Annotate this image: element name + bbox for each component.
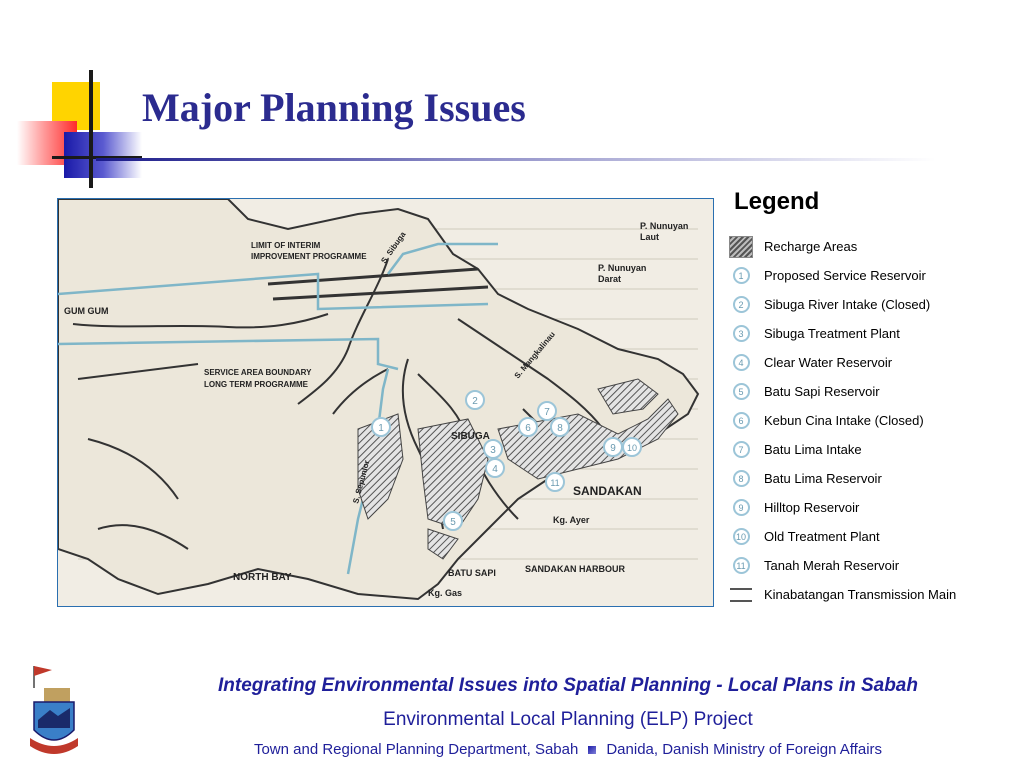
transmission-line-icon (728, 584, 754, 606)
decorative-blue-gradient (64, 132, 142, 178)
separator-square-icon (588, 746, 596, 754)
decorative-vertical-line (89, 70, 93, 188)
label-limit-interim: LIMIT OF INTERIM (251, 241, 321, 250)
marker-9 (604, 438, 622, 456)
svg-text:4: 4 (492, 464, 498, 475)
numbered-marker-icon: 11 (728, 555, 754, 577)
legend-item (728, 522, 1018, 551)
legend-label: Proposed Service Reservoir (764, 268, 926, 283)
numbered-marker-icon: 8 (728, 468, 754, 490)
svg-text:5: 5 (450, 517, 456, 528)
legend-item (728, 377, 1018, 406)
svg-text:1: 1 (378, 423, 384, 434)
legend-label: Batu Lima Reservoir (764, 471, 882, 486)
numbered-marker-icon: 1 (728, 265, 754, 287)
marker-4 (486, 459, 504, 477)
legend-label: Batu Sapi Reservoir (764, 384, 880, 399)
svg-text:10: 10 (626, 443, 638, 453)
legend-item (728, 348, 1018, 377)
numbered-marker-icon: 5 (728, 381, 754, 403)
marker-5 (444, 512, 462, 530)
numbered-marker-icon: 6 (728, 410, 754, 432)
marker-2 (466, 391, 484, 409)
label-north-bay: NORTH BAY (233, 572, 292, 583)
legend-label: Sibuga River Intake (Closed) (764, 297, 931, 312)
sabah-crest-logo (28, 658, 80, 766)
legend-label: Batu Lima Intake (764, 442, 862, 457)
marker-11 (546, 473, 564, 491)
legend-list (728, 232, 1018, 609)
label-kg-ayer: Kg. Ayer (553, 515, 590, 525)
footer-credit-right: Danida, Danish Ministry of Foreign Affairs (606, 741, 883, 758)
svg-text:11: 11 (550, 478, 560, 488)
label-kg-gas: Kg. Gas (428, 588, 463, 598)
legend-item (728, 319, 1018, 348)
label-batu-sapi: BATU SAPI (448, 568, 496, 578)
label-sandakan-harbour: SANDAKAN HARBOUR (525, 564, 625, 574)
planning-map (57, 198, 714, 607)
legend-label: Recharge Areas (764, 239, 858, 254)
label-sandakan: SANDAKAN (573, 484, 642, 498)
legend-item (728, 290, 1018, 319)
numbered-marker-icon: 7 (728, 439, 754, 461)
legend-label: Old Treatment Plant (764, 529, 880, 544)
label-darat: Darat (598, 274, 622, 284)
legend-title: Legend (734, 188, 820, 215)
label-improvement-programme: IMPROVEMENT PROGRAMME (251, 252, 367, 261)
legend-label: Tanah Merah Reservoir (764, 558, 900, 573)
hatch-pattern-icon (728, 236, 754, 258)
legend-label: Hilltop Reservoir (764, 500, 860, 515)
legend-label: Clear Water Reservoir (764, 355, 893, 370)
marker-8 (551, 418, 569, 436)
legend-label: Kebun Cina Intake (Closed) (764, 413, 924, 428)
title-underline (96, 158, 936, 161)
slide-title: Major Planning Issues (142, 85, 526, 130)
legend-item (728, 261, 1018, 290)
legend-item (728, 580, 1018, 609)
legend-item (728, 406, 1018, 435)
legend-item (728, 551, 1018, 580)
svg-text:2: 2 (472, 396, 478, 407)
marker-10 (623, 438, 641, 456)
numbered-marker-icon: 4 (728, 352, 754, 374)
svg-text:8: 8 (557, 423, 563, 434)
numbered-marker-icon: 10 (728, 526, 754, 548)
legend-item (728, 435, 1018, 464)
svg-text:9: 9 (610, 443, 616, 454)
svg-text:7: 7 (544, 407, 550, 418)
marker-7 (538, 402, 556, 420)
numbered-marker-icon: 3 (728, 323, 754, 345)
label-laut: Laut (640, 232, 659, 242)
label-gum-gum: GUM GUM (64, 306, 109, 316)
label-s-mangkalinau: S. Mangkalinau (512, 329, 557, 381)
footer-credits (120, 741, 1016, 758)
label-p-nunuyan-darat: P. Nunuyan (598, 263, 647, 273)
svg-text:6: 6 (525, 423, 531, 434)
footer-project: Environmental Local Planning (ELP) Project (383, 709, 753, 730)
numbered-marker-icon: 9 (728, 497, 754, 519)
footer-credit-left: Town and Regional Planning Department, Sabah (253, 741, 579, 758)
marker-3 (484, 440, 502, 458)
label-p-nunuyan-laut: P. Nunuyan (640, 221, 689, 231)
marker-1 (372, 418, 390, 436)
map-drawing (58, 199, 713, 606)
label-s-sepunlor: S. Sepunlor (351, 459, 372, 505)
numbered-marker-icon: 2 (728, 294, 754, 316)
legend-label: Kinabatangan Transmission Main (764, 587, 957, 602)
legend-item (728, 464, 1018, 493)
legend-item (728, 232, 1018, 261)
marker-6 (519, 418, 537, 436)
svg-text:3: 3 (490, 445, 496, 456)
label-s-sibuga: S. Sibuga (379, 230, 408, 266)
legend-item (728, 493, 1018, 522)
label-sibuga: SIBUGA (451, 431, 490, 442)
label-service-boundary: SERVICE AREA BOUNDARY (204, 368, 312, 377)
label-long-term-programme: LONG TERM PROGRAMME (204, 380, 308, 389)
footer-title: Integrating Environmental Issues into Spatial Planning - Local Plans in Sabah (218, 675, 918, 696)
legend-label: Sibuga Treatment Plant (764, 326, 900, 341)
